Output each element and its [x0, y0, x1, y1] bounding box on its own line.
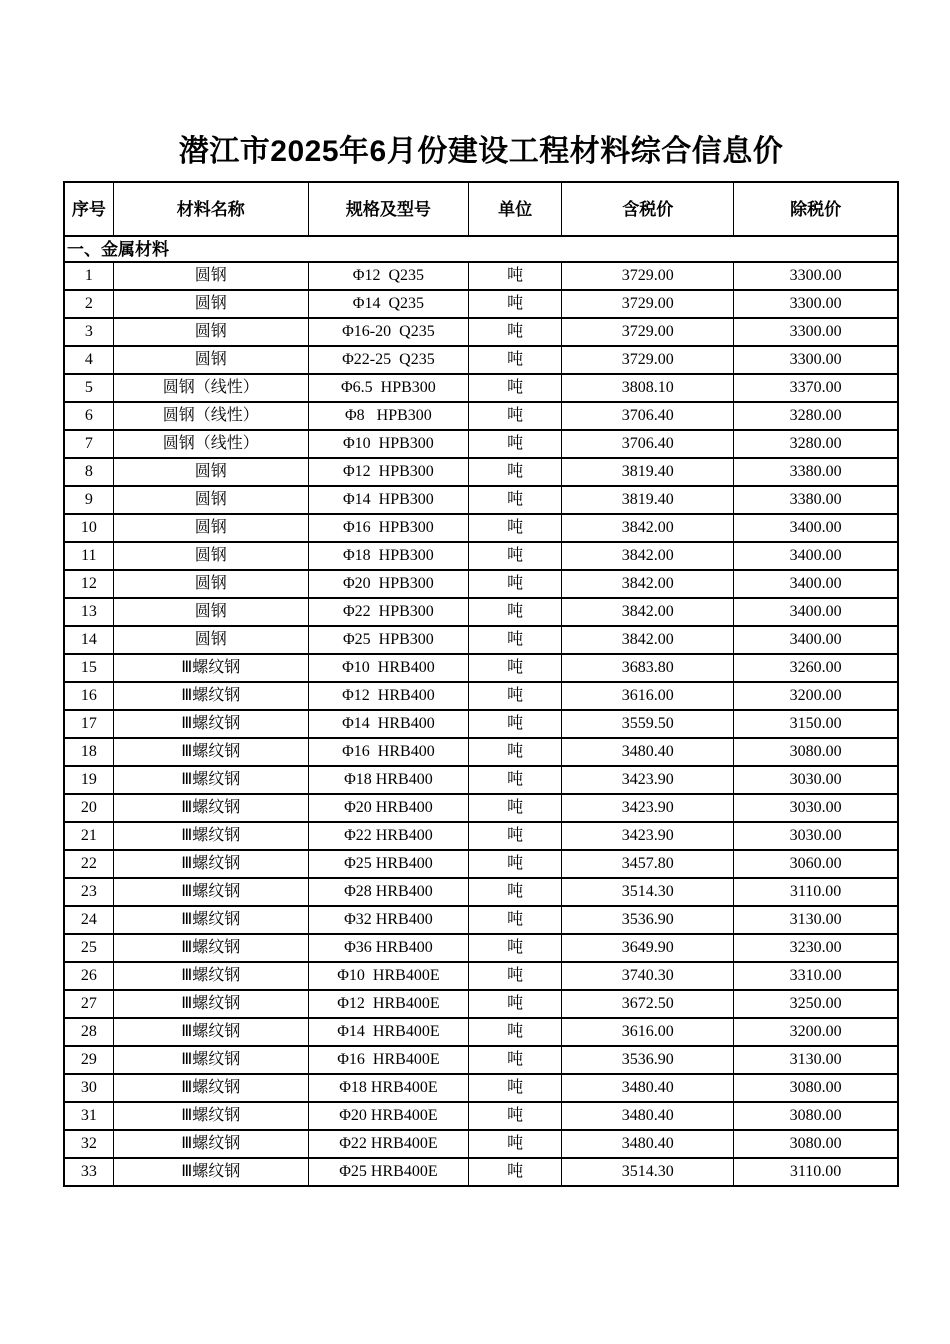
cell-spec-model: Φ20 HRB400 — [308, 794, 468, 822]
cell-spec-model: Φ25 HRB400E — [308, 1158, 468, 1186]
cell-material-name: Ⅲ螺纹钢 — [113, 906, 308, 934]
cell-index: 20 — [64, 794, 113, 822]
cell-unit: 吨 — [468, 430, 561, 458]
cell-price-incl-tax: 3842.00 — [562, 542, 734, 570]
cell-spec-model: Φ14 Q235 — [308, 290, 468, 318]
cell-unit: 吨 — [468, 1046, 561, 1074]
cell-price-incl-tax: 3616.00 — [562, 1018, 734, 1046]
cell-spec-model: Φ36 HRB400 — [308, 934, 468, 962]
cell-material-name: Ⅲ螺纹钢 — [113, 934, 308, 962]
cell-index: 15 — [64, 654, 113, 682]
cell-spec-model: Φ16 HRB400 — [308, 738, 468, 766]
cell-price-excl-tax: 3280.00 — [734, 402, 898, 430]
cell-unit: 吨 — [468, 374, 561, 402]
table-row — [64, 346, 898, 374]
cell-price-incl-tax: 3423.90 — [562, 794, 734, 822]
cell-material-name: Ⅲ螺纹钢 — [113, 1046, 308, 1074]
cell-price-excl-tax: 3080.00 — [734, 738, 898, 766]
cell-spec-model: Φ18 HRB400 — [308, 766, 468, 794]
cell-price-incl-tax: 3480.40 — [562, 1130, 734, 1158]
cell-unit: 吨 — [468, 262, 561, 290]
cell-spec-model: Φ14 HRB400E — [308, 1018, 468, 1046]
cell-price-excl-tax: 3260.00 — [734, 654, 898, 682]
col-header-spec-model: 规格及型号 — [308, 182, 468, 236]
cell-index: 23 — [64, 878, 113, 906]
cell-material-name: Ⅲ螺纹钢 — [113, 850, 308, 878]
cell-material-name: 圆钢（线性） — [113, 430, 308, 458]
cell-index: 21 — [64, 822, 113, 850]
cell-spec-model: Φ12 HRB400E — [308, 990, 468, 1018]
col-header-unit: 单位 — [468, 182, 561, 236]
cell-price-excl-tax: 3080.00 — [734, 1074, 898, 1102]
cell-price-incl-tax: 3457.80 — [562, 850, 734, 878]
cell-index: 28 — [64, 1018, 113, 1046]
cell-price-incl-tax: 3819.40 — [562, 486, 734, 514]
cell-unit: 吨 — [468, 1158, 561, 1186]
table-row — [64, 402, 898, 430]
col-header-price-incl-tax: 含税价 — [562, 182, 734, 236]
cell-price-incl-tax: 3616.00 — [562, 682, 734, 710]
cell-spec-model: Φ10 HRB400E — [308, 962, 468, 990]
cell-price-excl-tax: 3230.00 — [734, 934, 898, 962]
cell-price-incl-tax: 3819.40 — [562, 458, 734, 486]
cell-material-name: Ⅲ螺纹钢 — [113, 1130, 308, 1158]
table-row — [64, 318, 898, 346]
cell-price-incl-tax: 3842.00 — [562, 514, 734, 542]
cell-spec-model: Φ6.5 HPB300 — [308, 374, 468, 402]
cell-index: 26 — [64, 962, 113, 990]
cell-price-incl-tax: 3729.00 — [562, 346, 734, 374]
cell-unit: 吨 — [468, 710, 561, 738]
cell-unit: 吨 — [468, 682, 561, 710]
cell-price-excl-tax: 3300.00 — [734, 318, 898, 346]
cell-price-excl-tax: 3400.00 — [734, 570, 898, 598]
cell-unit: 吨 — [468, 570, 561, 598]
cell-spec-model: Φ25 HRB400 — [308, 850, 468, 878]
cell-unit: 吨 — [468, 878, 561, 906]
table-row — [64, 878, 898, 906]
cell-unit: 吨 — [468, 654, 561, 682]
table-row — [64, 906, 898, 934]
cell-price-excl-tax: 3130.00 — [734, 1046, 898, 1074]
cell-price-incl-tax: 3480.40 — [562, 738, 734, 766]
cell-index: 19 — [64, 766, 113, 794]
cell-unit: 吨 — [468, 934, 561, 962]
cell-spec-model: Φ22 HRB400E — [308, 1130, 468, 1158]
cell-material-name: Ⅲ螺纹钢 — [113, 1158, 308, 1186]
cell-index: 30 — [64, 1074, 113, 1102]
cell-price-incl-tax: 3559.50 — [562, 710, 734, 738]
cell-price-incl-tax: 3729.00 — [562, 290, 734, 318]
cell-index: 8 — [64, 458, 113, 486]
cell-price-incl-tax: 3842.00 — [562, 598, 734, 626]
cell-unit: 吨 — [468, 738, 561, 766]
cell-index: 7 — [64, 430, 113, 458]
cell-price-excl-tax: 3130.00 — [734, 906, 898, 934]
cell-unit: 吨 — [468, 598, 561, 626]
cell-unit: 吨 — [468, 626, 561, 654]
cell-index: 16 — [64, 682, 113, 710]
cell-index: 31 — [64, 1102, 113, 1130]
cell-spec-model: Φ22-25 Q235 — [308, 346, 468, 374]
table-header-row — [64, 182, 898, 236]
cell-unit: 吨 — [468, 962, 561, 990]
table-row — [64, 430, 898, 458]
cell-index: 5 — [64, 374, 113, 402]
cell-price-excl-tax: 3080.00 — [734, 1130, 898, 1158]
cell-material-name: 圆钢（线性） — [113, 402, 308, 430]
cell-index: 32 — [64, 1130, 113, 1158]
cell-material-name: 圆钢 — [113, 514, 308, 542]
cell-material-name: 圆钢（线性） — [113, 374, 308, 402]
table-row — [64, 990, 898, 1018]
cell-price-incl-tax: 3842.00 — [562, 570, 734, 598]
table-row — [64, 570, 898, 598]
cell-price-incl-tax: 3706.40 — [562, 402, 734, 430]
cell-spec-model: Φ18 HPB300 — [308, 542, 468, 570]
cell-price-incl-tax: 3423.90 — [562, 766, 734, 794]
table-row — [64, 598, 898, 626]
cell-price-excl-tax: 3400.00 — [734, 598, 898, 626]
cell-material-name: 圆钢 — [113, 458, 308, 486]
cell-unit: 吨 — [468, 1074, 561, 1102]
cell-unit: 吨 — [468, 402, 561, 430]
cell-spec-model: Φ10 HPB300 — [308, 430, 468, 458]
cell-unit: 吨 — [468, 850, 561, 878]
table-row — [64, 1102, 898, 1130]
cell-unit: 吨 — [468, 766, 561, 794]
col-header-index: 序号 — [64, 182, 113, 236]
cell-price-incl-tax: 3536.90 — [562, 906, 734, 934]
cell-unit: 吨 — [468, 542, 561, 570]
cell-price-excl-tax: 3400.00 — [734, 514, 898, 542]
section-label-metal-materials: 一、金属材料 — [64, 236, 898, 262]
cell-index: 24 — [64, 906, 113, 934]
cell-index: 14 — [64, 626, 113, 654]
cell-material-name: 圆钢 — [113, 542, 308, 570]
cell-spec-model: Φ14 HPB300 — [308, 486, 468, 514]
table-row — [64, 458, 898, 486]
cell-spec-model: Φ16 HRB400E — [308, 1046, 468, 1074]
cell-price-incl-tax: 3649.90 — [562, 934, 734, 962]
cell-price-excl-tax: 3310.00 — [734, 962, 898, 990]
cell-price-excl-tax: 3110.00 — [734, 878, 898, 906]
cell-price-incl-tax: 3672.50 — [562, 990, 734, 1018]
cell-spec-model: Φ10 HRB400 — [308, 654, 468, 682]
table-row — [64, 1074, 898, 1102]
table-row — [64, 934, 898, 962]
cell-price-excl-tax: 3150.00 — [734, 710, 898, 738]
table-row — [64, 514, 898, 542]
cell-spec-model: Φ14 HRB400 — [308, 710, 468, 738]
cell-price-excl-tax: 3250.00 — [734, 990, 898, 1018]
cell-spec-model: Φ18 HRB400E — [308, 1074, 468, 1102]
cell-index: 18 — [64, 738, 113, 766]
cell-index: 29 — [64, 1046, 113, 1074]
cell-price-incl-tax: 3729.00 — [562, 262, 734, 290]
cell-unit: 吨 — [468, 990, 561, 1018]
cell-material-name: Ⅲ螺纹钢 — [113, 1018, 308, 1046]
cell-material-name: 圆钢 — [113, 570, 308, 598]
cell-index: 3 — [64, 318, 113, 346]
cell-price-excl-tax: 3030.00 — [734, 794, 898, 822]
cell-unit: 吨 — [468, 318, 561, 346]
cell-index: 12 — [64, 570, 113, 598]
cell-material-name: Ⅲ螺纹钢 — [113, 766, 308, 794]
cell-index: 17 — [64, 710, 113, 738]
cell-price-incl-tax: 3514.30 — [562, 878, 734, 906]
cell-price-excl-tax: 3200.00 — [734, 682, 898, 710]
cell-price-excl-tax: 3030.00 — [734, 822, 898, 850]
cell-price-incl-tax: 3706.40 — [562, 430, 734, 458]
table-row — [64, 654, 898, 682]
cell-unit: 吨 — [468, 1102, 561, 1130]
cell-unit: 吨 — [468, 906, 561, 934]
cell-spec-model: Φ32 HRB400 — [308, 906, 468, 934]
cell-index: 22 — [64, 850, 113, 878]
table-row — [64, 1158, 898, 1186]
cell-unit: 吨 — [468, 458, 561, 486]
cell-material-name: 圆钢 — [113, 346, 308, 374]
cell-material-name: 圆钢 — [113, 318, 308, 346]
cell-material-name: 圆钢 — [113, 598, 308, 626]
section-row — [64, 236, 898, 262]
cell-price-excl-tax: 3300.00 — [734, 262, 898, 290]
cell-price-excl-tax: 3280.00 — [734, 430, 898, 458]
table-row — [64, 1130, 898, 1158]
cell-price-incl-tax: 3808.10 — [562, 374, 734, 402]
cell-unit: 吨 — [468, 514, 561, 542]
cell-index: 33 — [64, 1158, 113, 1186]
cell-spec-model: Φ20 HPB300 — [308, 570, 468, 598]
cell-index: 2 — [64, 290, 113, 318]
cell-price-incl-tax: 3740.30 — [562, 962, 734, 990]
cell-price-incl-tax: 3480.40 — [562, 1074, 734, 1102]
table-row — [64, 794, 898, 822]
cell-spec-model: Φ22 HRB400 — [308, 822, 468, 850]
cell-index: 11 — [64, 542, 113, 570]
cell-index: 4 — [64, 346, 113, 374]
cell-price-incl-tax: 3480.40 — [562, 1102, 734, 1130]
cell-price-incl-tax: 3842.00 — [562, 626, 734, 654]
cell-material-name: Ⅲ螺纹钢 — [113, 1074, 308, 1102]
cell-material-name: Ⅲ螺纹钢 — [113, 682, 308, 710]
cell-material-name: Ⅲ螺纹钢 — [113, 878, 308, 906]
col-header-price-excl-tax: 除税价 — [734, 182, 898, 236]
cell-unit: 吨 — [468, 794, 561, 822]
cell-price-excl-tax: 3110.00 — [734, 1158, 898, 1186]
cell-spec-model: Φ12 Q235 — [308, 262, 468, 290]
cell-price-excl-tax: 3380.00 — [734, 486, 898, 514]
cell-material-name: Ⅲ螺纹钢 — [113, 794, 308, 822]
cell-material-name: Ⅲ螺纹钢 — [113, 738, 308, 766]
table-row — [64, 626, 898, 654]
cell-material-name: Ⅲ螺纹钢 — [113, 990, 308, 1018]
cell-unit: 吨 — [468, 486, 561, 514]
cell-spec-model: Φ16 HPB300 — [308, 514, 468, 542]
cell-unit: 吨 — [468, 822, 561, 850]
table-row — [64, 738, 898, 766]
cell-index: 25 — [64, 934, 113, 962]
cell-unit: 吨 — [468, 346, 561, 374]
cell-spec-model: Φ22 HPB300 — [308, 598, 468, 626]
cell-price-excl-tax: 3200.00 — [734, 1018, 898, 1046]
cell-spec-model: Φ12 HRB400 — [308, 682, 468, 710]
cell-price-incl-tax: 3514.30 — [562, 1158, 734, 1186]
table-row — [64, 1018, 898, 1046]
cell-price-excl-tax: 3060.00 — [734, 850, 898, 878]
cell-material-name: 圆钢 — [113, 290, 308, 318]
cell-material-name: 圆钢 — [113, 626, 308, 654]
cell-price-excl-tax: 3400.00 — [734, 626, 898, 654]
cell-index: 9 — [64, 486, 113, 514]
cell-index: 13 — [64, 598, 113, 626]
cell-spec-model: Φ16-20 Q235 — [308, 318, 468, 346]
cell-unit: 吨 — [468, 290, 561, 318]
cell-price-incl-tax: 3536.90 — [562, 1046, 734, 1074]
cell-spec-model: Φ25 HPB300 — [308, 626, 468, 654]
cell-material-name: Ⅲ螺纹钢 — [113, 1102, 308, 1130]
cell-spec-model: Φ8 HPB300 — [308, 402, 468, 430]
table-row — [64, 374, 898, 402]
table-row — [64, 962, 898, 990]
table-row — [64, 850, 898, 878]
cell-spec-model: Φ28 HRB400 — [308, 878, 468, 906]
table-body — [64, 236, 898, 1186]
cell-price-excl-tax: 3370.00 — [734, 374, 898, 402]
cell-material-name: 圆钢 — [113, 262, 308, 290]
cell-spec-model: Φ12 HPB300 — [308, 458, 468, 486]
material-price-table — [63, 181, 899, 1187]
cell-price-excl-tax: 3030.00 — [734, 766, 898, 794]
cell-price-incl-tax: 3423.90 — [562, 822, 734, 850]
cell-material-name: Ⅲ螺纹钢 — [113, 962, 308, 990]
page-title: 潜江市2025年6月份建设工程材料综合信息价 — [178, 135, 784, 168]
cell-index: 10 — [64, 514, 113, 542]
cell-material-name: Ⅲ螺纹钢 — [113, 654, 308, 682]
cell-index: 1 — [64, 262, 113, 290]
cell-index: 6 — [64, 402, 113, 430]
cell-price-excl-tax: 3300.00 — [734, 346, 898, 374]
table-row — [64, 1046, 898, 1074]
cell-unit: 吨 — [468, 1130, 561, 1158]
cell-material-name: Ⅲ螺纹钢 — [113, 822, 308, 850]
table-row — [64, 262, 898, 290]
cell-material-name: 圆钢 — [113, 486, 308, 514]
cell-price-excl-tax: 3080.00 — [734, 1102, 898, 1130]
table-row — [64, 710, 898, 738]
cell-material-name: Ⅲ螺纹钢 — [113, 710, 308, 738]
table-row — [64, 682, 898, 710]
cell-unit: 吨 — [468, 1018, 561, 1046]
table-row — [64, 542, 898, 570]
table-row — [64, 486, 898, 514]
cell-price-incl-tax: 3683.80 — [562, 654, 734, 682]
table-row — [64, 822, 898, 850]
cell-index: 27 — [64, 990, 113, 1018]
table-row — [64, 290, 898, 318]
cell-price-incl-tax: 3729.00 — [562, 318, 734, 346]
cell-price-excl-tax: 3380.00 — [734, 458, 898, 486]
col-header-material-name: 材料名称 — [113, 182, 308, 236]
table-row — [64, 766, 898, 794]
cell-price-excl-tax: 3400.00 — [734, 542, 898, 570]
cell-spec-model: Φ20 HRB400E — [308, 1102, 468, 1130]
cell-price-excl-tax: 3300.00 — [734, 290, 898, 318]
